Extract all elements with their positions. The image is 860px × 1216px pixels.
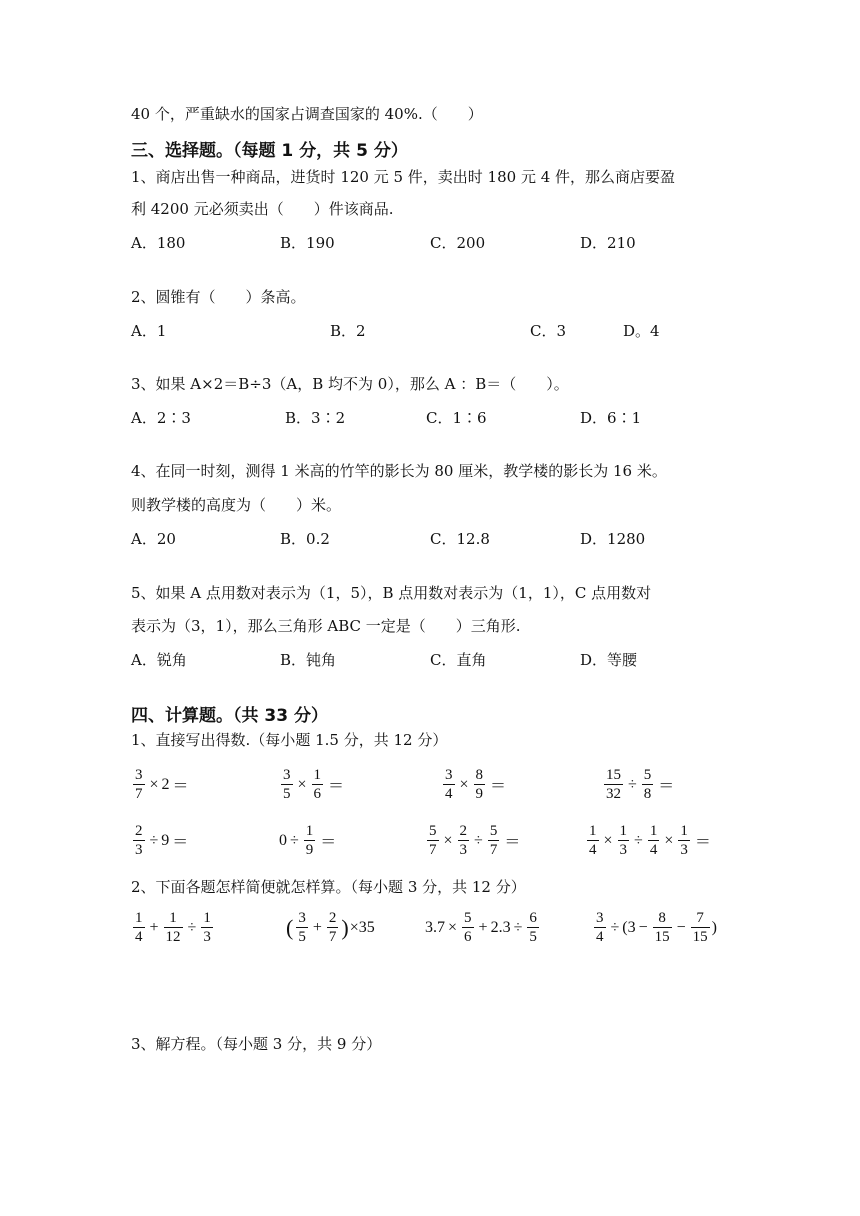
number: 3.7: [425, 918, 445, 936]
q4-option-b: B．0.2: [280, 530, 330, 548]
denominator: 7: [429, 842, 437, 858]
numerator: 5: [489, 823, 498, 839]
denominator: 12: [165, 929, 181, 945]
denominator: 9: [305, 842, 314, 858]
fraction: [462, 909, 474, 946]
number: 2: [161, 775, 170, 793]
numerator: 5: [643, 767, 652, 783]
fraction: [594, 909, 606, 946]
numerator: 2: [328, 910, 337, 926]
numerator: 3: [445, 767, 453, 783]
fraction: [648, 822, 660, 859]
denominator: 5: [283, 786, 291, 802]
denominator: 3: [203, 929, 211, 945]
numerator: 2: [135, 823, 143, 839]
q1-option-b: B．190: [280, 234, 335, 252]
expr-2-1: [131, 822, 191, 859]
denominator: 6: [464, 929, 472, 945]
previous-question-line: 40 个，严重缺水的国家占调查国家的 40%.（ ）: [131, 105, 483, 123]
denominator: 3: [619, 842, 628, 858]
left-paren: (: [622, 918, 628, 936]
equals-sign: ＝: [694, 834, 711, 851]
fraction: [691, 909, 710, 946]
numerator: 1: [203, 910, 211, 926]
numerator: 1: [589, 823, 597, 839]
expr-2-4: [585, 822, 714, 859]
expr-1-4: [602, 766, 677, 803]
divide-sign: ÷: [513, 918, 523, 936]
denominator: 3: [459, 842, 468, 858]
denominator: 5: [298, 929, 306, 945]
divide-sign: ÷: [634, 831, 643, 849]
q4-text-line2: 则教学楼的高度为（ ）米。: [131, 496, 342, 514]
q2-option-a: A．1: [131, 322, 167, 340]
equals-sign: ＝: [328, 778, 345, 795]
denominator: 32: [606, 786, 621, 802]
denominator: 7: [135, 786, 143, 802]
fraction: [327, 909, 339, 946]
equals-sign: ＝: [504, 834, 521, 851]
fraction: [443, 766, 455, 803]
number: 9: [161, 831, 170, 849]
numerator: 3: [283, 767, 291, 783]
times-sign: ×: [149, 775, 159, 793]
denominator: 9: [475, 786, 484, 802]
equals-sign: ＝: [320, 834, 337, 851]
fraction: [304, 822, 316, 859]
number: 35: [358, 918, 375, 936]
number: 3: [627, 918, 636, 936]
fraction: [427, 822, 439, 859]
numerator: 5: [429, 823, 437, 839]
q3-option-d: D．6∶1: [580, 409, 642, 427]
times-sign: ×: [448, 918, 458, 936]
fraction: [201, 909, 213, 946]
denominator: 4: [596, 929, 604, 945]
numerator: 1: [619, 823, 628, 839]
left-paren: (: [286, 914, 294, 940]
minus-sign: −: [638, 918, 648, 936]
q2-option-d: D。4: [623, 322, 660, 340]
equals-sign: ＝: [172, 778, 189, 795]
denominator: 4: [445, 786, 453, 802]
divide-sign: ÷: [149, 831, 159, 849]
denominator: 4: [135, 929, 143, 945]
fraction: [642, 766, 654, 803]
numerator: 8: [658, 910, 666, 926]
divide-sign: ÷: [628, 775, 637, 793]
part2-instructions: 2、下面各题怎样简便就怎样算。（每小题 3 分，共 12 分）: [131, 878, 526, 896]
simplify-expr-3: [425, 909, 541, 946]
number: 2.3: [490, 918, 511, 936]
numerator: 8: [475, 767, 484, 783]
divide-sign: ÷: [610, 918, 620, 936]
q5-option-a: A．锐角: [131, 651, 187, 669]
plus-sign: +: [149, 918, 159, 936]
denominator: 15: [692, 929, 708, 945]
numerator: 3: [135, 767, 143, 783]
q5-option-d: D．等腰: [580, 651, 638, 669]
denominator: 15: [654, 929, 670, 945]
q4-option-c: C．12.8: [430, 530, 490, 548]
q3-option-b: B．3∶2: [285, 409, 346, 427]
fraction: [312, 766, 324, 803]
section-4-title: 四、计算题。（共 33 分）: [131, 706, 328, 726]
q1-text-line2: 利 4200 元必须卖出（ ）件该商品.: [131, 200, 394, 218]
fraction: [296, 909, 308, 946]
denominator: 7: [328, 929, 337, 945]
numerator: 1: [305, 823, 314, 839]
fraction: [474, 766, 486, 803]
numerator: 1: [680, 823, 688, 839]
divide-sign: ÷: [187, 918, 197, 936]
simplify-expr-1: [131, 909, 215, 946]
q4-option-d: D．1280: [580, 530, 646, 548]
equals-sign: ＝: [172, 834, 189, 851]
q3-option-c: C．1∶6: [426, 409, 487, 427]
q5-option-c: C．直角: [430, 651, 487, 669]
numerator: 1: [649, 823, 658, 839]
q5-text-line1: 5、如果 A 点用数对表示为（1，5），B 点用数对表示为（1，1），C 点用数对: [131, 584, 652, 602]
numerator: 2: [459, 823, 468, 839]
fraction: [587, 822, 599, 859]
minus-sign: −: [676, 918, 686, 936]
q4-option-a: A．20: [131, 530, 176, 548]
denominator: 7: [489, 842, 498, 858]
fraction: [133, 766, 145, 803]
fraction: [164, 909, 183, 946]
fraction: [527, 909, 539, 946]
q2-option-c: C．3: [530, 322, 567, 340]
q1-text-line1: 1、商店出售一种商品，进货时 120 元 5 件，卖出时 180 元 4 件，那么商店要盈: [131, 168, 676, 186]
simplify-expr-2: [285, 909, 375, 946]
divide-sign: ÷: [290, 831, 299, 849]
simplify-expr-4: [592, 909, 717, 946]
numerator: 1: [169, 910, 177, 926]
expr-2-2: [279, 822, 339, 859]
numerator: 1: [313, 767, 322, 783]
right-paren: ): [711, 918, 717, 936]
section-3-title: 三、选择题。（每题 1 分，共 5 分）: [131, 141, 408, 161]
numerator: 6: [529, 910, 537, 926]
fraction: [618, 822, 630, 859]
numerator: 3: [596, 910, 604, 926]
times-sign: ×: [664, 831, 674, 849]
times-sign: ×: [349, 918, 359, 936]
q1-option-d: D．210: [580, 234, 636, 252]
part1-instructions: 1、直接写出得数.（每小题 1.5 分，共 12 分）: [131, 731, 448, 749]
times-sign: ×: [297, 775, 307, 793]
times-sign: ×: [603, 831, 613, 849]
fraction: [133, 822, 145, 859]
fraction: [604, 766, 623, 803]
fraction: [653, 909, 672, 946]
fraction: [458, 822, 470, 859]
denominator: 4: [649, 842, 658, 858]
numerator: 15: [606, 767, 621, 783]
part3-instructions: 3、解方程。（每小题 3 分，共 9 分）: [131, 1035, 382, 1053]
q1-option-c: C．200: [430, 234, 486, 252]
expr-1-2: [279, 766, 347, 803]
expr-1-1: [131, 766, 192, 803]
equals-sign: ＝: [490, 778, 507, 795]
times-sign: ×: [443, 831, 453, 849]
denominator: 4: [589, 842, 597, 858]
equals-sign: ＝: [658, 778, 675, 795]
denominator: 3: [135, 842, 143, 858]
fraction: [678, 822, 690, 859]
times-sign: ×: [459, 775, 469, 793]
right-paren: ): [341, 914, 349, 940]
q2-text: 2、圆锥有（ ）条高。: [131, 288, 306, 306]
divide-sign: ÷: [474, 831, 483, 849]
q4-text-line1: 4、在同一时刻，测得 1 米高的竹竿的影长为 80 厘米，教学楼的影长为 16 米。: [131, 462, 667, 480]
q3-option-a: A．2∶3: [131, 409, 191, 427]
q5-option-b: B．钝角: [280, 651, 337, 669]
fraction: [281, 766, 293, 803]
number: 0: [279, 831, 287, 849]
fraction: [488, 822, 500, 859]
q5-text-line2: 表示为（3，1），那么三角形 ABC 一定是（ ）三角形.: [131, 617, 521, 635]
numerator: 3: [298, 910, 306, 926]
numerator: 1: [135, 910, 143, 926]
q1-option-a: A．180: [131, 234, 186, 252]
numerator: 7: [696, 910, 704, 926]
denominator: 3: [680, 842, 688, 858]
numerator: 5: [464, 910, 472, 926]
expr-2-3: [425, 822, 523, 859]
q3-text: 3、如果 A×2＝B÷3（A，B 均不为 0），那么 A ：B＝（ ）。: [131, 375, 569, 393]
expr-1-3: [441, 766, 509, 803]
denominator: 5: [529, 929, 537, 945]
q2-option-b: B．2: [330, 322, 366, 340]
plus-sign: +: [312, 918, 322, 936]
plus-sign: +: [478, 918, 488, 936]
fraction: [133, 909, 145, 946]
denominator: 8: [643, 786, 652, 802]
denominator: 6: [313, 786, 322, 802]
